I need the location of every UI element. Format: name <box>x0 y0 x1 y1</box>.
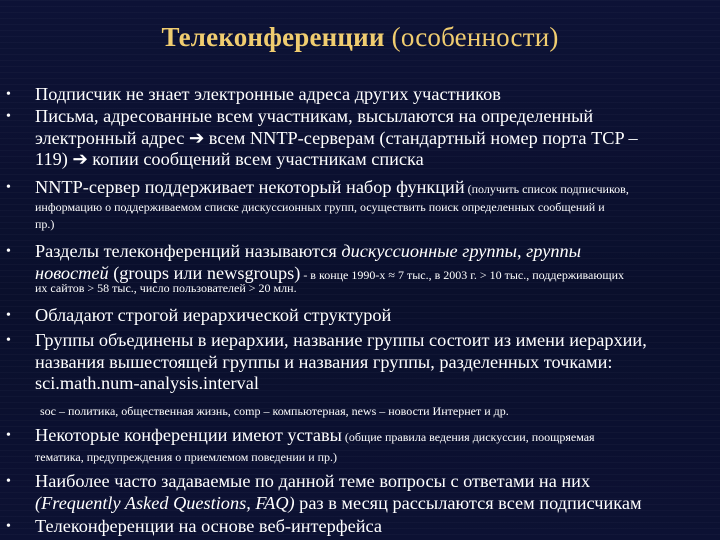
bullet-line: sci.math.num-analysis.interval <box>35 373 259 393</box>
bullet-marker: • <box>6 428 11 443</box>
bullet-line: всем NNTP-серверам (стандартный номер порта TCP – <box>204 127 638 148</box>
bullet-marker: • <box>6 308 11 323</box>
bullet-text: Обладают строгой иерархической структурой <box>35 305 392 325</box>
bullet-text <box>35 330 712 395</box>
bullet-text <box>35 425 712 449</box>
bullet-line: (groups или newsgroups) <box>108 262 301 283</box>
bullet-line: , <box>517 241 527 261</box>
bullet-small-text <box>35 199 712 233</box>
term-italic: группы <box>526 241 581 261</box>
bullet-line: Наиболее часто задаваемые по данной теме вопросы с ответами на них <box>35 471 591 491</box>
arrow-right-icon: ➔ <box>188 127 205 148</box>
bullet-marker: • <box>6 180 11 195</box>
bullet-text: Телеконференции на основе веб-интерфейса <box>35 516 382 536</box>
bullet-small-text: (общие правила ведения дискуссии, поощряемая <box>341 430 595 444</box>
bullet-line: названия вышестоящей группы и названия группы, разделенных точками: <box>35 351 613 372</box>
bullet-marker: • <box>6 333 11 348</box>
bullet-text <box>35 241 712 286</box>
bullet-marker: • <box>6 109 11 124</box>
bullet-text <box>35 106 712 171</box>
bullet-line: Письма, адресованные всем участникам, высылаются на определенный <box>35 106 594 126</box>
bullet-line: раз в месяц рассылаются всем подписчикам <box>294 492 642 513</box>
arrow-right-icon: ➔ <box>72 149 88 169</box>
bullet-line: 119) <box>35 149 73 169</box>
bullet-small-text: их сайтов > 58 тыс., число пользователей > 20 млн. <box>35 281 297 295</box>
slide-title-sub: (особенности) <box>391 22 559 52</box>
bullet-small-line: информацию о поддерживаемом списке дискуссионных групп, осуществить поиск определенных сообщений и <box>35 200 605 214</box>
bullet-marker: • <box>6 474 11 489</box>
bullet-small-text: (получить список подписчиков, <box>464 182 629 196</box>
hierarchy-note: soc – политика, общественная жизнь, comp – компьютерная, news – новости Интернет и др. <box>40 404 509 418</box>
bullet-line: копии сообщений всем участникам списка <box>87 149 424 169</box>
term-italic: дискуссионные группы <box>341 241 518 261</box>
bullet-text <box>35 471 712 514</box>
bullet-line: Группы объединены в иерархии, название группы состоит из имени иерархии, <box>35 330 647 350</box>
term-italic: новостей <box>35 262 109 283</box>
bullet-text <box>35 177 712 201</box>
bullet-small-text: тематика, предупреждения о приемлемом поведении и пр.) <box>35 450 338 464</box>
bullet-main-text: Некоторые конференции имеют уставы <box>35 425 342 445</box>
bullet-small-text: - в конце 1990-х ≈ 7 тыс., в 2003 г. > 10 тыс., поддерживающих <box>300 267 625 282</box>
bullet-text: Подписчик не знает электронные адреса других участников <box>35 84 501 104</box>
bullet-marker: • <box>6 87 11 102</box>
bullet-small-line: пр.) <box>35 217 55 231</box>
bullet-marker: • <box>6 244 11 259</box>
slide-title-main: Телеконференции <box>161 22 385 52</box>
bullet-main-text: NNTP-сервер поддерживает некоторый набор функций <box>35 177 465 197</box>
bullet-line: Разделы телеконференций называются <box>35 241 342 261</box>
bullet-marker: • <box>6 519 11 534</box>
term-italic: (Frequently Asked Questions, FAQ) <box>35 492 295 513</box>
bullet-line: электронный адрес <box>35 127 189 148</box>
